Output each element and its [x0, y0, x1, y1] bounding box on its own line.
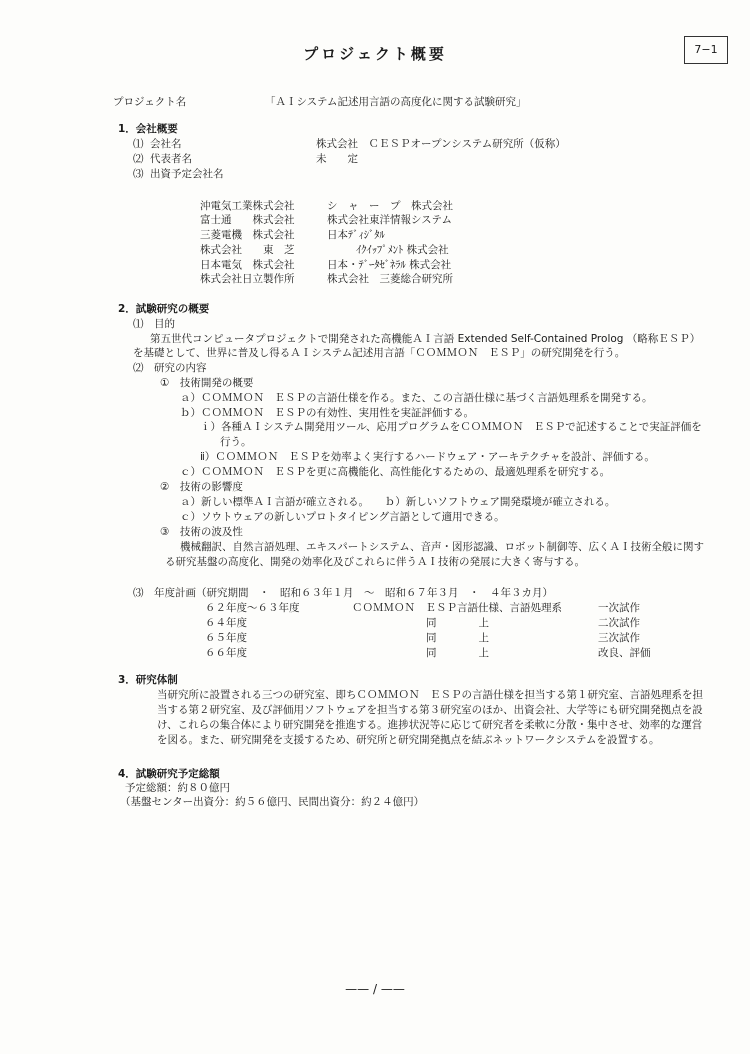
investor-right: ｲｸｲｯﾌﾟﾒﾝﾄ 株式会社 [356, 244, 449, 256]
investor-right: 日本・ﾃﾞｰﾀｾﾞﾈﾗﾙ 株式会社 [327, 259, 452, 271]
tech-line: ｂ）ＣＯＭＭＯＮ ＥＳＰの有効性、実用性を実証評価する。 [180, 407, 474, 419]
page-code-box: 7−1 [684, 36, 728, 64]
plan-year: ６５年度 [205, 632, 247, 644]
plan-phase: 改良、評価 [598, 647, 651, 659]
structure-line: を図る。また、研究開発を支援するため、研究所と研究開発拠点を結ぶネットワークシステムを設置する。 [157, 734, 660, 746]
purpose-line: を基礎として、世界に普及し得るＡＩシステム記述用言語「ＣＯＭＭＯＮ ＥＳＰ」の研究開発を行う。 [133, 347, 626, 359]
impact-line: ａ）新しい標準ＡＩ言語が確立される。 ｂ）新しいソフトウェア開発環境が確立される。 [180, 496, 616, 508]
purpose-line: 第五世代コンピュータプロジェクトで開発された高機能ＡＩ言語 Extended Self-Contained Prolog （略称ＥＳＰ） [150, 333, 701, 345]
structure-line: 当研究所に設置される三つの研究室、即ちＣＯＭＭＯＮ ＥＳＰの言語仕様を担当する第１研究室、言語処理系を担 [157, 689, 703, 701]
section2-heading: 2．試験研究の概要 [118, 303, 210, 315]
investors-num: ⑶ [133, 168, 144, 180]
page-title: プロジェクト概要 [303, 45, 447, 63]
spread-line: る研究基盤の高度化、開発の効率化及びこれらに伴うＡＩ技術の発展に大きく寄与する。 [165, 556, 585, 568]
section1-heading: 1．会社概要 [118, 123, 178, 135]
spread-label: ③ 技術の波及性 [160, 526, 243, 538]
investor-right: 株式会社 三菱総合研究所 [327, 273, 453, 285]
representative-value: 未 定 [316, 153, 358, 165]
plan-item: 同 上 [426, 647, 489, 659]
content-label: ⑵ 研究の内容 [133, 362, 207, 374]
structure-line: 当する第２研究室、及び評価用ソフトウェアを担当する第３研究室のほか、出資会社、大学等にも研究開発拠点を設 [157, 704, 703, 716]
page-footer: —— / —— [345, 982, 405, 996]
section4-heading: 4．試験研究予定総額 [118, 768, 220, 780]
investor-right: 株式会社東洋情報システム [327, 214, 452, 226]
tech-label: ① 技術開発の概要 [160, 377, 254, 389]
plan-label: ⑶ 年度計画（研究期間 ・ 昭和６３年１月 ～ 昭和６７年３月 ・ ４年３カ月） [133, 587, 553, 599]
spread-line: 機械翻訳、自然言語処理、エキスパートシステム、音声・図形認識、ロボット制御等、広くＡＩ技術全般に関す [180, 541, 705, 553]
plan-year: ６４年度 [205, 617, 247, 629]
structure-line: け、これらの集合体により研究開発を推進する。進捗状況等に応じて研究者を柔軟に分散・集中させ、効率的な運営 [157, 719, 703, 731]
tech-line: ａ）ＣＯＭＭＯＮ ＥＳＰの言語仕様を作る。また、この言語仕様に基づく言語処理系を開発する。 [180, 392, 653, 404]
tech-line: ｉ）各種ＡＩシステム開発用ツール、応用プログラムをＣＯＭＭＯＮ ＥＳＰで記述することで実証評価を [200, 421, 702, 433]
plan-year: ６２年度～６３年度 [205, 602, 300, 614]
plan-phase: 三次試作 [598, 632, 640, 644]
tech-line: ｃ）ＣＯＭＭＯＮ ＥＳＰを更に高機能化、高性能化するための、最適処理系を研究する。 [180, 466, 611, 478]
project-name-value: 「ＡＩシステム記述用言語の高度化に関する試験研究」 [265, 96, 527, 108]
impact-line: ｃ）ソウトウェアの新しいプロトタイピング言語として適用できる。 [180, 511, 505, 523]
investor-left: 株式会社 東 芝 [200, 244, 295, 256]
impact-label: ② 技術の影響度 [160, 481, 243, 493]
investor-left: 沖電気工業株式会社 [200, 200, 295, 212]
plan-item: 同 上 [426, 617, 489, 629]
section3-heading: 3．研究体制 [118, 674, 178, 686]
project-name-label: プロジェクト名 [113, 96, 187, 108]
plan-phase: 二次試作 [598, 617, 640, 629]
investor-right: 日本ﾃﾞｨｼﾞﾀﾙ [327, 229, 385, 241]
tech-line: 行う。 [220, 436, 252, 448]
plan-phase: 一次試作 [598, 602, 640, 614]
purpose-label: ⑴ 目的 [133, 318, 175, 330]
investor-right: シ ャ ー プ 株式会社 [327, 200, 453, 212]
investor-left: 富士通 株式会社 [200, 214, 295, 226]
investor-left: 日本電気 株式会社 [200, 259, 295, 271]
company-num: ⑴ [133, 138, 144, 150]
representative-label: 代表者名 [150, 153, 192, 165]
budget-total: 予定総額：約８０億円 [125, 782, 230, 794]
plan-year: ６６年度 [205, 647, 247, 659]
budget-breakdown: （基盤センター出資分：約５６億円、民間出資分：約２４億円） [120, 796, 425, 808]
plan-item: 同 上 [426, 632, 489, 644]
plan-item: ＣＯＭＭＯＮ ＥＳＰ言語仕様、言語処理系 [352, 602, 562, 614]
investor-left: 三菱電機 株式会社 [200, 229, 295, 241]
tech-line: ⅱ）ＣＯＭＭＯＮ ＥＳＰを効率よく実行するハードウェア・アーキテクチャを設計、評価する。 [200, 451, 655, 463]
investors-label: 出資予定会社名 [150, 168, 224, 180]
company-value: 株式会社 ＣＥＳＰオープンシステム研究所（仮称） [316, 138, 566, 150]
investor-left: 株式会社日立製作所 [200, 273, 295, 285]
representative-num: ⑵ [133, 153, 144, 165]
company-label: 会社名 [150, 138, 182, 150]
